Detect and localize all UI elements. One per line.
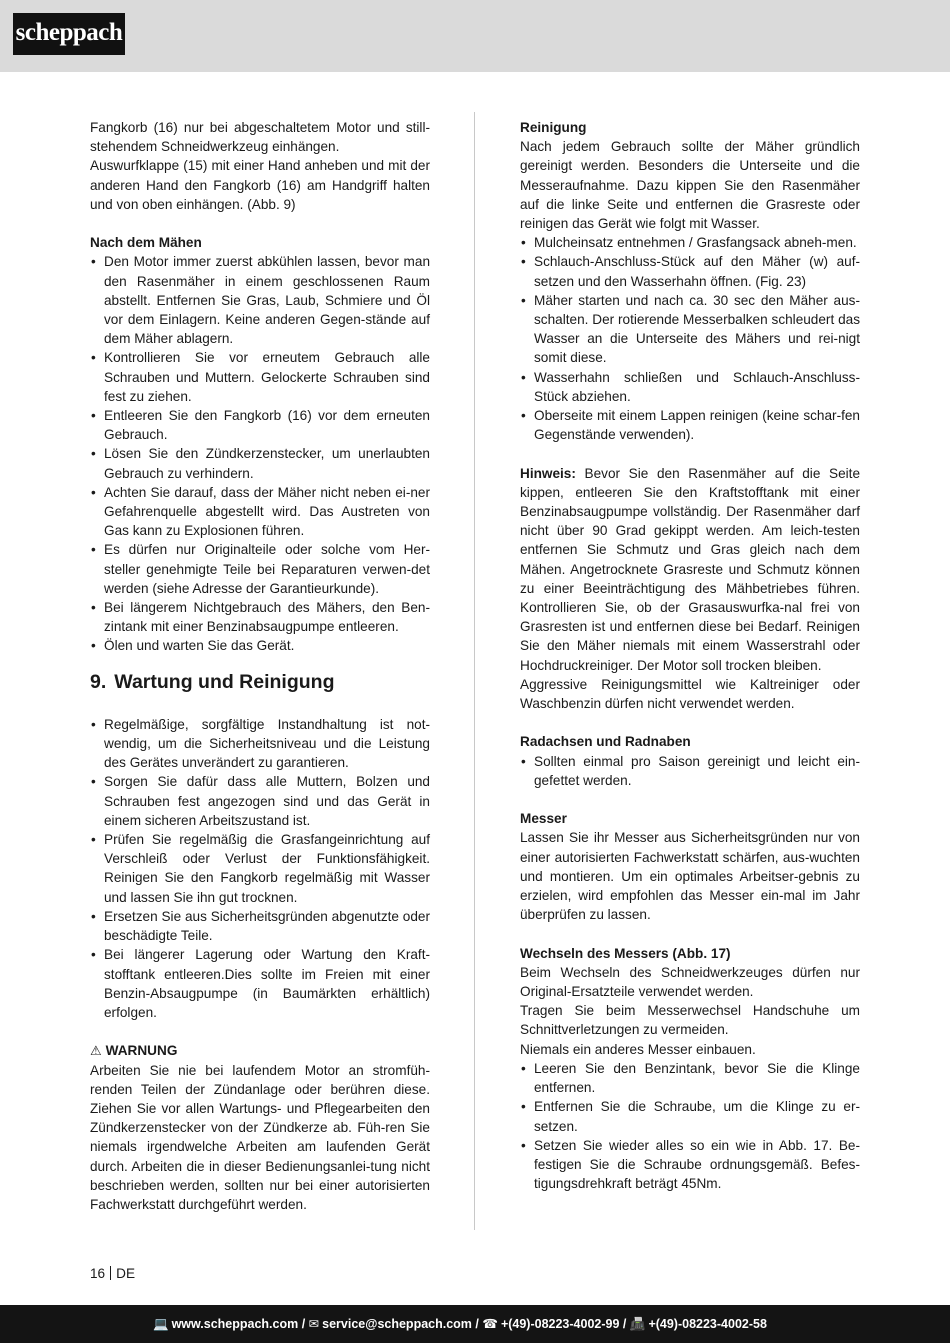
note-paragraph	[520, 464, 860, 675]
blade-change-list	[520, 1059, 860, 1193]
scheppach-logo: scheppach	[13, 13, 125, 55]
footer-website-link[interactable]: www.scheppach.com /	[171, 1317, 306, 1331]
warning-label: WARNUNG	[105, 1043, 178, 1059]
blade-change-line: Niemals ein anderes Messer einbauen.	[520, 1041, 756, 1057]
list-item: • Schlauch-Anschluss-Stück auf den Mäher (w) auf-setzen und den Wasserhahn öffnen. (Fig. 23)	[520, 252, 860, 290]
list-item: • Bei längerer Lagerung oder Wartung den Kraft-stofftank entleeren.Dies sollte im Freien mit einer Benzin-Absaugpumpe (in Baumärkten erhältlich) erfolgen.	[90, 945, 430, 1022]
note-label: Hinweis:	[520, 465, 576, 481]
right-column	[520, 118, 860, 1193]
page-number: 16	[90, 1266, 106, 1281]
blade-change-line: Tragen Sie beim Messerwechsel Handschuhe um Schnittverletzungen zu vermeiden.	[520, 1003, 860, 1038]
list-item: • Sorgen Sie dafür dass alle Muttern, Bolzen und Schrauben fest angezogen sind und das Gerät in einem sicheren Arbeitszustand ist.	[90, 772, 430, 830]
note-text: Bevor Sie den Rasenmäher auf die Seite kippen, entleeren Sie den Kraftstofftank mit einer Benzinabsaugpumpe vollständig. Der Rasenmäher darf nicht über 90 Grad gekippt werden. Am leich-testen entfernen Sie Schmutz und Gras gleich nach dem Mähen. Angetrocknete Grasreste und Schmutz können zu einer Beeinträchtigung des Mähbetriebes führen. Kontrollieren Sie, ob der Grasauswurfka-nal frei von Grasresten ist und entfernen diese bei Bedarf. Reinigen Sie den Mäher niemals mit einem Wasserstrahl oder Hochdruckreiniger. Der Motor soll trocken bleiben.	[520, 465, 860, 673]
list-item: • Achten Sie darauf, dass der Mäher nicht neben ei-ner Gefahrenquelle abgestellt wird. Das Austreten von Gas kann zu Explosionen führen.	[90, 483, 430, 541]
page-number-label	[90, 1264, 135, 1283]
mail-icon: ✉	[308, 1317, 320, 1331]
axles-list	[520, 752, 860, 790]
blade-text: Lassen Sie ihr Messer aus Sicherheitsgründen nur von einer autorisierten Fachwerkstatt schärfen, aus-wuchten und montieren. Um ein optimales Arbeitser-gebnis zu erzielen, wird empfohlen das Messer ein-mal im Jahr überprüfen zu lassen.	[520, 830, 860, 923]
after-mowing-list	[90, 252, 430, 655]
list-item: • Mulcheinsatz entnehmen / Grasfangsack abneh-men.	[520, 233, 860, 252]
axles-heading: Radachsen und Radnaben	[520, 734, 691, 750]
cleaning-heading: Reinigung	[520, 120, 587, 135]
list-item: • Lösen Sie den Zündkerzenstecker, um unerlaubten Gebrauch zu verhindern.	[90, 444, 430, 482]
warning-text: Arbeiten Sie nie bei laufendem Motor an stromfüh-renden Teilen der Zündanlage oder berühren diese. Ziehen Sie vor allen Wartungs- und Pflegearbeiten den Zündkerzenstecker von der Zündkerze ab. Füh-ren Sie niemals irgendwelche Arbeiten am laufenden Gerät durch. Arbeiten die in dieser Bedienungsanlei-tung nicht beschrieben werden, sollten nur bei einer autorisierten Fachwerkstatt durchgeführt werden.	[90, 1062, 430, 1212]
warning-heading	[90, 1041, 430, 1060]
section-heading	[90, 668, 430, 696]
intro-paragraph-1: Fangkorb (16) nur bei abgeschaltetem Motor und still-stehendem Schneidwerkzeug einhängen.	[90, 120, 430, 155]
list-item: • Bei längerem Nichtgebrauch des Mähers, den Ben-zintank mit einer Benzinabsaugpumpe entleeren.	[90, 598, 430, 636]
left-column	[90, 118, 430, 1214]
list-item: • Ölen und warten Sie das Gerät.	[90, 636, 430, 655]
list-item: • Prüfen Sie regelmäßig die Grasfangeinrichtung auf Verschleiß oder Verlust der Funktionsfähigkeit. Reinigen Sie den Fangkorb regelmäßig mit Wasser und lassen Sie ihn gut trocknen.	[90, 830, 430, 907]
list-item: • Regelmäßige, sorgfältige Instandhaltung ist not-wendig, um die Sicherheitsniveau und die Leistung des Gerätes unverändert zu garantieren.	[90, 715, 430, 773]
list-item: • Entfernen Sie die Schraube, um die Klinge zu er-setzen.	[520, 1097, 860, 1135]
footer-phone: +(49)-08223-4002-99 /	[500, 1317, 627, 1331]
list-item: • Den Motor immer zuerst abkühlen lassen, bevor man den Rasenmäher in einem geschlossenen Raum abstellt. Entfernen Sie Gras, Laub, Schmiere und Öl vor dem Einlagern. Keine anderen Gegen-stände auf dem Mäher ablagern.	[90, 252, 430, 348]
list-item: • Entleeren Sie den Fangkorb (16) vor dem erneuten Gebrauch.	[90, 406, 430, 444]
footer-fax: +(49)-08223-4002-58	[648, 1317, 767, 1331]
blade-heading: Messer	[520, 811, 567, 827]
column-divider	[474, 112, 475, 1230]
list-item: • Sollten einmal pro Saison gereinigt und leicht ein-gefettet werden.	[520, 752, 860, 790]
list-item: • Mäher starten und nach ca. 30 sec den Mäher aus-schalten. Der rotierende Messerbalken schleudert das Wasser an die Unterseite des Mähers und rei-nigt somit diese.	[520, 291, 860, 368]
list-item: • Oberseite mit einem Lappen reinigen (keine schar-fen Gegenstände verwenden).	[520, 406, 860, 444]
page-separator	[110, 1266, 111, 1280]
phone-icon: ☎	[482, 1317, 498, 1331]
list-item: • Ersetzen Sie aus Sicherheitsgründen abgenutzte oder beschädigte Teile.	[90, 907, 430, 945]
note-paragraph-2: Aggressive Reinigungsmittel wie Kaltreiniger oder Waschbenzin dürfen nicht verwendet werden.	[520, 676, 860, 712]
fax-icon: 📠	[629, 1317, 646, 1331]
maintenance-list	[90, 715, 430, 1022]
page-language: DE	[116, 1266, 136, 1281]
section-title: Wartung und Reinigung	[114, 670, 335, 693]
computer-icon: 💻	[153, 1317, 169, 1331]
footer-contact-bar	[0, 1305, 950, 1343]
blade-change-heading: Wechseln des Messers (Abb. 17)	[520, 945, 731, 961]
list-item: • Wasserhahn schließen und Schlauch-Anschluss-Stück abziehen.	[520, 368, 860, 406]
header-bar	[0, 0, 950, 72]
warning-triangle-icon: ⚠	[90, 1043, 102, 1059]
list-item: • Leeren Sie den Benzintank, bevor Sie die Klinge entfernen.	[520, 1059, 860, 1097]
list-item: • Kontrollieren Sie vor erneutem Gebrauch alle Schrauben und Muttern. Gelockerte Schrauben sind fest zu ziehen.	[90, 348, 430, 406]
blade-change-line: Beim Wechseln des Schneidwerkzeuges dürfen nur Original-Ersatzteile verwendet werden.	[520, 964, 860, 1000]
footer-email-link[interactable]: service@scheppach.com /	[322, 1317, 479, 1331]
after-mowing-heading: Nach dem Mähen	[90, 235, 202, 251]
list-item: • Setzen Sie wieder alles so ein wie in Abb. 17. Be-festigen Sie die Schraube ordnungsgemäß. Befes-tigungsdrehkraft beträgt 45Nm.	[520, 1136, 860, 1194]
list-item: • Es dürfen nur Originalteile oder solche vom Her-steller genehmigte Teile bei Reparaturen verwen-det werden (siehe Adresse der Garantieurkunde).	[90, 540, 430, 598]
footer-contacts	[153, 1305, 767, 1343]
cleaning-list	[520, 233, 860, 444]
cleaning-text: Nach jedem Gebrauch sollte der Mäher gründlich gereinigt werden. Besonders die Unterseite und die Messeraufnahme. Dazu kippen Sie den Rasenmäher auf die linke Seite und entfernen die Grasreste oder reinigen das Gerät wie folgt mit Wasser.	[520, 139, 860, 232]
section-number: 9.	[90, 670, 107, 693]
intro-paragraph-2: Auswurfklappe (15) mit einer Hand anheben und mit der anderen Hand den Fangkorb (16) am Handgriff halten und von oben einhängen. (Abb. 9)	[90, 158, 430, 212]
